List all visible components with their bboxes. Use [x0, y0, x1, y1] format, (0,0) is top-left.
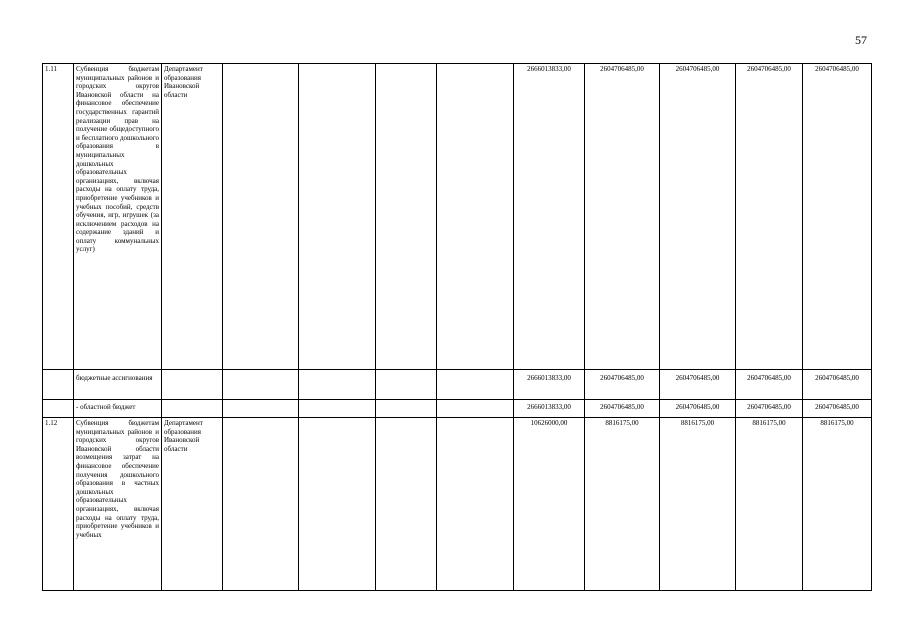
empty-cell [299, 64, 376, 370]
row-executor: Департамент образования Ивановской области [162, 64, 223, 370]
empty-cell [376, 418, 437, 591]
value-cell: 8816175,00 [803, 418, 872, 591]
row-index: 1.11 [43, 64, 74, 370]
row-index [43, 400, 74, 418]
value-cell: 2604706485,00 [803, 400, 872, 418]
value-cell: 8816175,00 [660, 418, 736, 591]
table-row [43, 64, 872, 370]
table-row [43, 418, 872, 591]
empty-cell [223, 64, 299, 370]
value-cell: 2604706485,00 [736, 64, 803, 370]
value-cell: 2666013833,00 [514, 64, 585, 370]
empty-cell [376, 370, 437, 400]
value-cell: 2666013833,00 [514, 400, 585, 418]
value-cell: 2604706485,00 [736, 400, 803, 418]
value-cell: 2604706485,00 [585, 370, 660, 400]
page-number: 57 [855, 33, 867, 47]
empty-cell [437, 64, 514, 370]
value-cell: 8816175,00 [736, 418, 803, 591]
row-index: 1.12 [43, 418, 74, 591]
row-executor [162, 400, 223, 418]
value-cell: 2666013833,00 [514, 370, 585, 400]
empty-cell [299, 400, 376, 418]
empty-cell [299, 418, 376, 591]
row-description: Субвенция бюджетам муниципальных районов и городских округов Ивановской области возмещения затрат на финансовое обеспечение получения дошкольного образования в частных дошкольных образовательных организациях, включая расходы на оплату труда, приобретение учебников и учебных [74, 418, 162, 591]
value-cell: 10626000,00 [514, 418, 585, 591]
value-cell: 8816175,00 [585, 418, 660, 591]
value-cell: 2604706485,00 [803, 64, 872, 370]
empty-cell [376, 64, 437, 370]
table-row [43, 370, 872, 400]
row-description: Субвенция бюджетам муниципальных районов и городских округов Ивановской области на финансовое обеспечение государственных гарантий реализации прав на получение общедоступного и бесплатного дошкольного образования в муниципальных дошкольных образовательных организациях, включая расходы на оплату труда, приобретение учебников и учебных пособий, средств обучения, игр, игрушек (за исключением расходов на содержание зданий и оплату коммунальных услуг) [74, 64, 162, 370]
empty-cell [223, 370, 299, 400]
row-executor [162, 370, 223, 400]
empty-cell [299, 370, 376, 400]
value-cell: 2604706485,00 [660, 370, 736, 400]
value-cell: 2604706485,00 [660, 64, 736, 370]
value-cell: 2604706485,00 [660, 400, 736, 418]
row-index [43, 370, 74, 400]
value-cell: 2604706485,00 [585, 400, 660, 418]
empty-cell [437, 370, 514, 400]
empty-cell [437, 418, 514, 591]
budget-table [42, 63, 872, 591]
empty-cell [437, 400, 514, 418]
row-description: бюджетные ассигнования [74, 370, 162, 400]
value-cell: 2604706485,00 [736, 370, 803, 400]
value-cell: 2604706485,00 [803, 370, 872, 400]
empty-cell [223, 418, 299, 591]
table-row [43, 400, 872, 418]
value-cell: 2604706485,00 [585, 64, 660, 370]
row-description: - областной бюджет [74, 400, 162, 418]
empty-cell [376, 400, 437, 418]
empty-cell [223, 400, 299, 418]
row-executor: Департамент образования Ивановской области [162, 418, 223, 591]
